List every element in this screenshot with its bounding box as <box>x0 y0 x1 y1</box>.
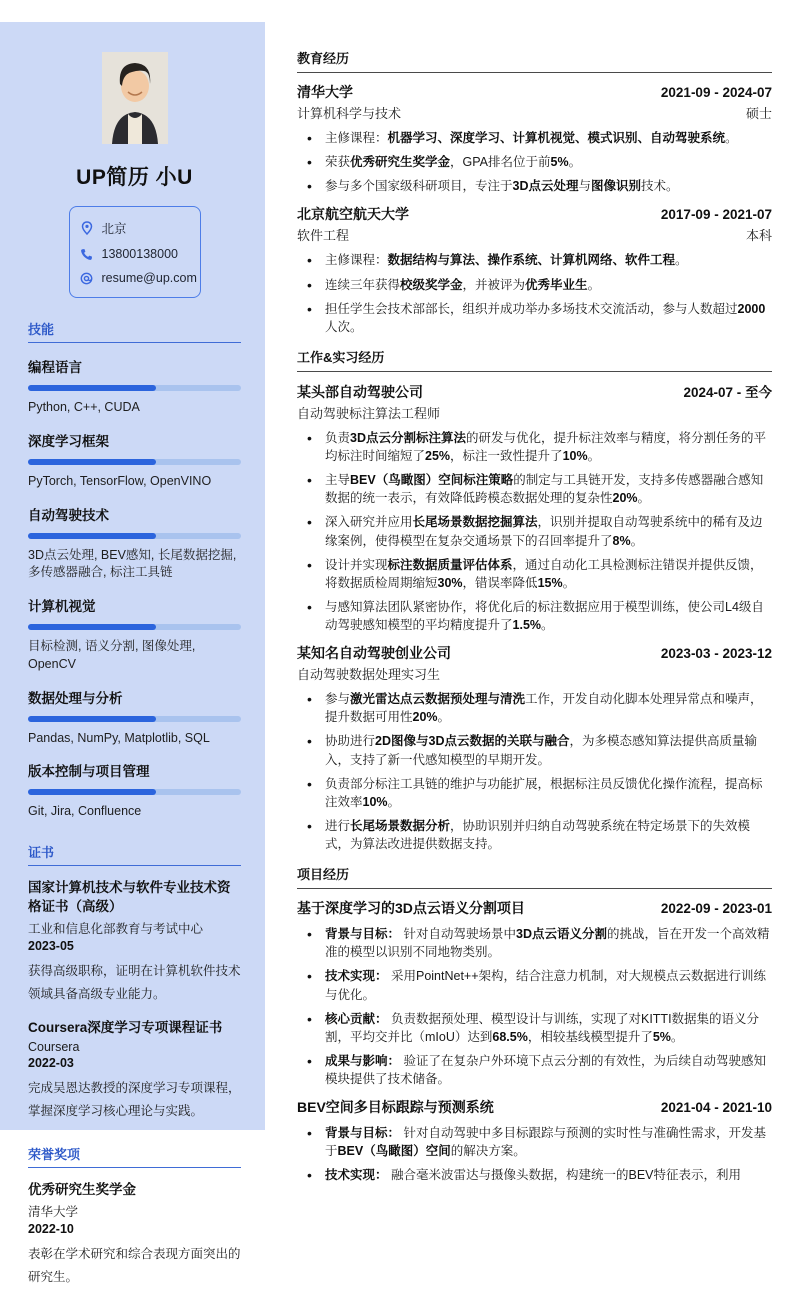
contact-phone <box>80 247 190 261</box>
skill-name: 自动驾驶技术 <box>28 507 109 523</box>
email-icon <box>80 271 94 285</box>
section-title: 项目经历 <box>297 864 772 889</box>
skill-progress-bar <box>28 459 241 465</box>
entry-header-row <box>297 1097 772 1117</box>
entry-title: 基于深度学习的3D点云语义分割项目 <box>297 900 525 917</box>
certificate-issuer: Coursera <box>28 1039 80 1054</box>
entry-subtitle: 自动驾驶数据处理实习生 <box>297 667 441 683</box>
entry-title: 清华大学 <box>297 84 353 100</box>
location-icon <box>80 221 94 235</box>
experience-entry <box>297 643 772 853</box>
certificate-item <box>28 879 241 1006</box>
skill-description: Python, C++, CUDA <box>28 400 140 414</box>
entry-bullets <box>297 129 772 195</box>
experience-entry <box>297 82 772 195</box>
entry-bullets <box>297 429 772 634</box>
skill-name: 深度学习框架 <box>28 433 109 449</box>
entry-title: BEV空间多目标跟踪与预测系统 <box>297 1099 494 1116</box>
entry-subtitle: 自动驾驶标注算法工程师 <box>297 405 441 421</box>
bullet-item: • 成果与影响： 验证了在复杂户外环境下点云分割的有效性，为后续自动驾驶感知模块提供了技术储备。 <box>297 1052 772 1088</box>
entry-header-row <box>297 204 772 224</box>
skill-name: 编程语言 <box>28 360 82 375</box>
award-date: 2022-10 <box>28 1222 74 1237</box>
skill-progress-bar <box>28 385 241 391</box>
contact-location <box>80 219 190 237</box>
experience-entry <box>297 204 772 336</box>
entry-date: 2024-07 - 至今 <box>683 384 772 400</box>
skill-progress-fill <box>28 716 156 722</box>
bullet-item: • 负责部分标注工具链的维护与功能扩展，根据标注员反馈优化操作流程，提高标注效率10%。 <box>297 775 772 811</box>
skill-description: 3D点云处理, BEV感知, 长尾数据挖掘, 多传感器融合, 标注工具链 <box>28 547 237 580</box>
profile-photo-placeholder <box>102 52 168 144</box>
bullet-item: • 技术实现： 采用PointNet++架构，结合注意力机制，对大规模点云数据进行训练与优化。 <box>297 967 772 1003</box>
candidate-name: UP简历 小U <box>76 166 193 189</box>
experience-entry <box>297 898 772 1088</box>
entry-subtitle-row <box>297 664 772 683</box>
bullet-item: • 负责3D点云分割标注算法的研发与优化，提升标注效率与精度，将分割任务的平均标注时间缩短了25%，标注一致性提升了10%。 <box>297 429 772 465</box>
skill-item <box>28 687 241 748</box>
certificate-item <box>28 1019 241 1123</box>
skill-progress-bar <box>28 624 241 630</box>
skill-item <box>28 356 241 417</box>
skill-item <box>28 760 241 821</box>
entry-date: 2017-09 - 2021-07 <box>660 207 772 223</box>
main-column <box>297 48 772 1196</box>
entry-header-row <box>297 898 772 918</box>
bullet-item: • 主修课程：数据结构与算法、操作系统、计算机网络、软件工程。 <box>297 251 772 269</box>
awards-list <box>28 1181 241 1289</box>
award-issuer: 清华大学 <box>28 1205 79 1220</box>
section-title: 工作&实习经历 <box>297 347 772 372</box>
bullet-item: • 协助进行2D图像与3D点云数据的关联与融合，为多模态感知算法提供高质量输入，支持了新一代感知模型的早期开发。 <box>297 732 772 768</box>
entry-title: 某头部自动驾驶公司 <box>297 383 423 400</box>
entry-subtitle-row <box>297 403 772 422</box>
skill-progress-fill <box>28 459 156 465</box>
experience-entry <box>297 381 772 634</box>
contact-phone-text: 13800138000 <box>101 247 178 261</box>
resume-section <box>297 864 772 1184</box>
bullet-item: • 背景与目标： 针对自动驾驶场景中3D点云语义分割的挑战，旨在开发一个高效精准的模型以识别不同地物类别。 <box>297 925 772 961</box>
skill-description: Pandas, NumPy, Matplotlib, SQL <box>28 730 210 745</box>
entry-degree: 本科 <box>745 228 772 244</box>
entry-subtitle-row <box>297 225 772 244</box>
skill-name: 版本控制与项目管理 <box>28 764 150 780</box>
skill-progress-fill <box>28 789 156 795</box>
entry-header-row <box>297 643 772 663</box>
bullet-item: • 设计并实现标注数据质量评估体系，通过自动化工具检测标注错误并提供反馈，将数据质检周期缩短30%，错误率降低15%。 <box>297 556 772 592</box>
skill-item <box>28 504 241 583</box>
award-title: 优秀研究生奖学金 <box>28 1182 136 1198</box>
entry-date: 2021-04 - 2021-10 <box>660 1100 772 1116</box>
resume-section <box>297 48 772 336</box>
section-title: 教育经历 <box>297 48 772 73</box>
contact-card <box>69 206 201 298</box>
entry-header-row <box>297 82 772 102</box>
entry-bullets <box>297 690 772 853</box>
bullet-item: • 参与激光雷达点云数据预处理与清洗工作，开发自动化脚本处理异常点和噪声，提升数据可用性20%。 <box>297 690 772 726</box>
certificate-issuer: 工业和信息化部教育与考试中心 <box>28 921 204 936</box>
bullet-item: • 荣获优秀研究生奖学金，GPA排名位于前5%。 <box>297 153 772 171</box>
skills-section-title: 技能 <box>28 319 241 343</box>
skill-name: 计算机视觉 <box>28 599 96 614</box>
contact-email <box>80 271 197 285</box>
bullet-item: • 与感知算法团队紧密协作，将优化后的标注数据应用于模型训练，使公司L4级自动驾驶感知模型的平均精度提升了1.5%。 <box>297 598 772 634</box>
certs-list <box>28 879 241 1123</box>
skills-list <box>28 356 241 821</box>
entry-bullets <box>297 251 772 336</box>
entry-subtitle: 计算机科学与技术 <box>297 106 402 121</box>
entry-title: 北京航空航天大学 <box>297 206 409 223</box>
skill-progress-bar <box>28 716 241 722</box>
skill-progress-bar <box>28 533 241 539</box>
bullet-item: • 担任学生会技术部部长，组织并成功举办多场技术交流活动，参与人数超过2000人次。 <box>297 300 772 336</box>
resume-section <box>297 347 772 853</box>
resume-sections <box>297 48 772 1185</box>
sidebar <box>0 22 265 1285</box>
bullet-item: • 参与多个国家级科研项目，专注于3D点云处理与图像识别技术。 <box>297 177 772 195</box>
entry-bullets <box>297 1124 772 1184</box>
entry-header-row <box>297 381 772 402</box>
award-description: 表彰在学术研究和综合表现方面突出的研究生。 <box>28 1247 241 1285</box>
skill-item <box>28 595 241 674</box>
skill-item <box>28 430 241 491</box>
skill-name: 数据处理与分析 <box>28 690 123 706</box>
profile-photo <box>102 52 168 144</box>
contact-location-text: 北京 <box>101 222 127 236</box>
certificate-description: 完成吴恩达教授的深度学习专项课程，掌握深度学习核心理论与实践。 <box>28 1080 241 1119</box>
bullet-item: • 连续三年获得校级奖学金，并被评为优秀毕业生。 <box>297 276 772 294</box>
certs-section-title: 证书 <box>28 842 241 866</box>
certificate-title: Coursera深度学习专项课程证书 <box>28 1020 223 1036</box>
entry-bullets <box>297 925 772 1088</box>
certificate-date: 2023-05 <box>28 938 74 953</box>
phone-icon <box>80 247 94 261</box>
skill-progress-fill <box>28 624 156 630</box>
bullet-item: • 核心贡献： 负责数据预处理、模型设计与训练，实现了对KITTI数据集的语义分割，平均交并比（mIoU）达到68.5%，相较基线模型提升了5%。 <box>297 1010 772 1046</box>
entry-subtitle-row <box>297 103 772 122</box>
experience-entry <box>297 1097 772 1184</box>
entry-date: 2021-09 - 2024-07 <box>660 85 772 100</box>
bullet-item: • 进行长尾场景数据分析，协助识别并归纳自动驾驶系统在特定场景下的失效模式，为算法改进提供数据支持。 <box>297 817 772 853</box>
contact-email-text: resume@up.com <box>101 271 197 285</box>
skill-progress-fill <box>28 385 156 391</box>
entry-degree: 硕士 <box>745 106 772 121</box>
entry-date: 2023-03 - 2023-12 <box>660 646 772 662</box>
bullet-item: • 深入研究并应用长尾场景数据挖掘算法，识别并提取自动驾驶系统中的稀有及边缘案例，使得模型在复杂交通场景下的召回率提升了8%。 <box>297 513 772 549</box>
entry-title: 某知名自动驾驶创业公司 <box>297 645 451 662</box>
bullet-item: • 技术实现： 融合毫米波雷达与摄像头数据，构建统一的BEV特征表示，利用 <box>297 1166 772 1184</box>
awards-section-title: 荣誉奖项 <box>28 1144 241 1168</box>
bullet-item: • 主导BEV（鸟瞰图）空间标注策略的制定与工具链开发，支持多传感器融合感知数据的统一表示，有效降低跨模态数据处理的复杂性20%。 <box>297 471 772 507</box>
skill-description: PyTorch, TensorFlow, OpenVINO <box>28 473 212 488</box>
award-item <box>28 1181 241 1289</box>
skill-description: 目标检测, 语义分割, 图像处理, OpenCV <box>28 639 196 671</box>
certificate-date: 2022-03 <box>28 1055 74 1070</box>
bullet-item: • 主修课程：机器学习、深度学习、计算机视觉、模式识别、自动驾驶系统。 <box>297 129 772 147</box>
bullet-item: • 背景与目标： 针对自动驾驶中多目标跟踪与预测的实时性与准确性需求，开发基于BEV（鸟瞰图）空间的解决方案。 <box>297 1124 772 1160</box>
skill-progress-bar <box>28 789 241 795</box>
skill-description: Git, Jira, Confluence <box>28 804 142 819</box>
entry-date: 2022-09 - 2023-01 <box>660 901 772 917</box>
skill-progress-fill <box>28 533 156 539</box>
entry-subtitle: 软件工程 <box>297 228 350 244</box>
certificate-title: 国家计算机技术与软件专业技术资格证书（高级） <box>28 880 231 914</box>
certificate-description: 获得高级职称，证明在计算机软件技术领域具备高级专业能力。 <box>28 963 241 1001</box>
